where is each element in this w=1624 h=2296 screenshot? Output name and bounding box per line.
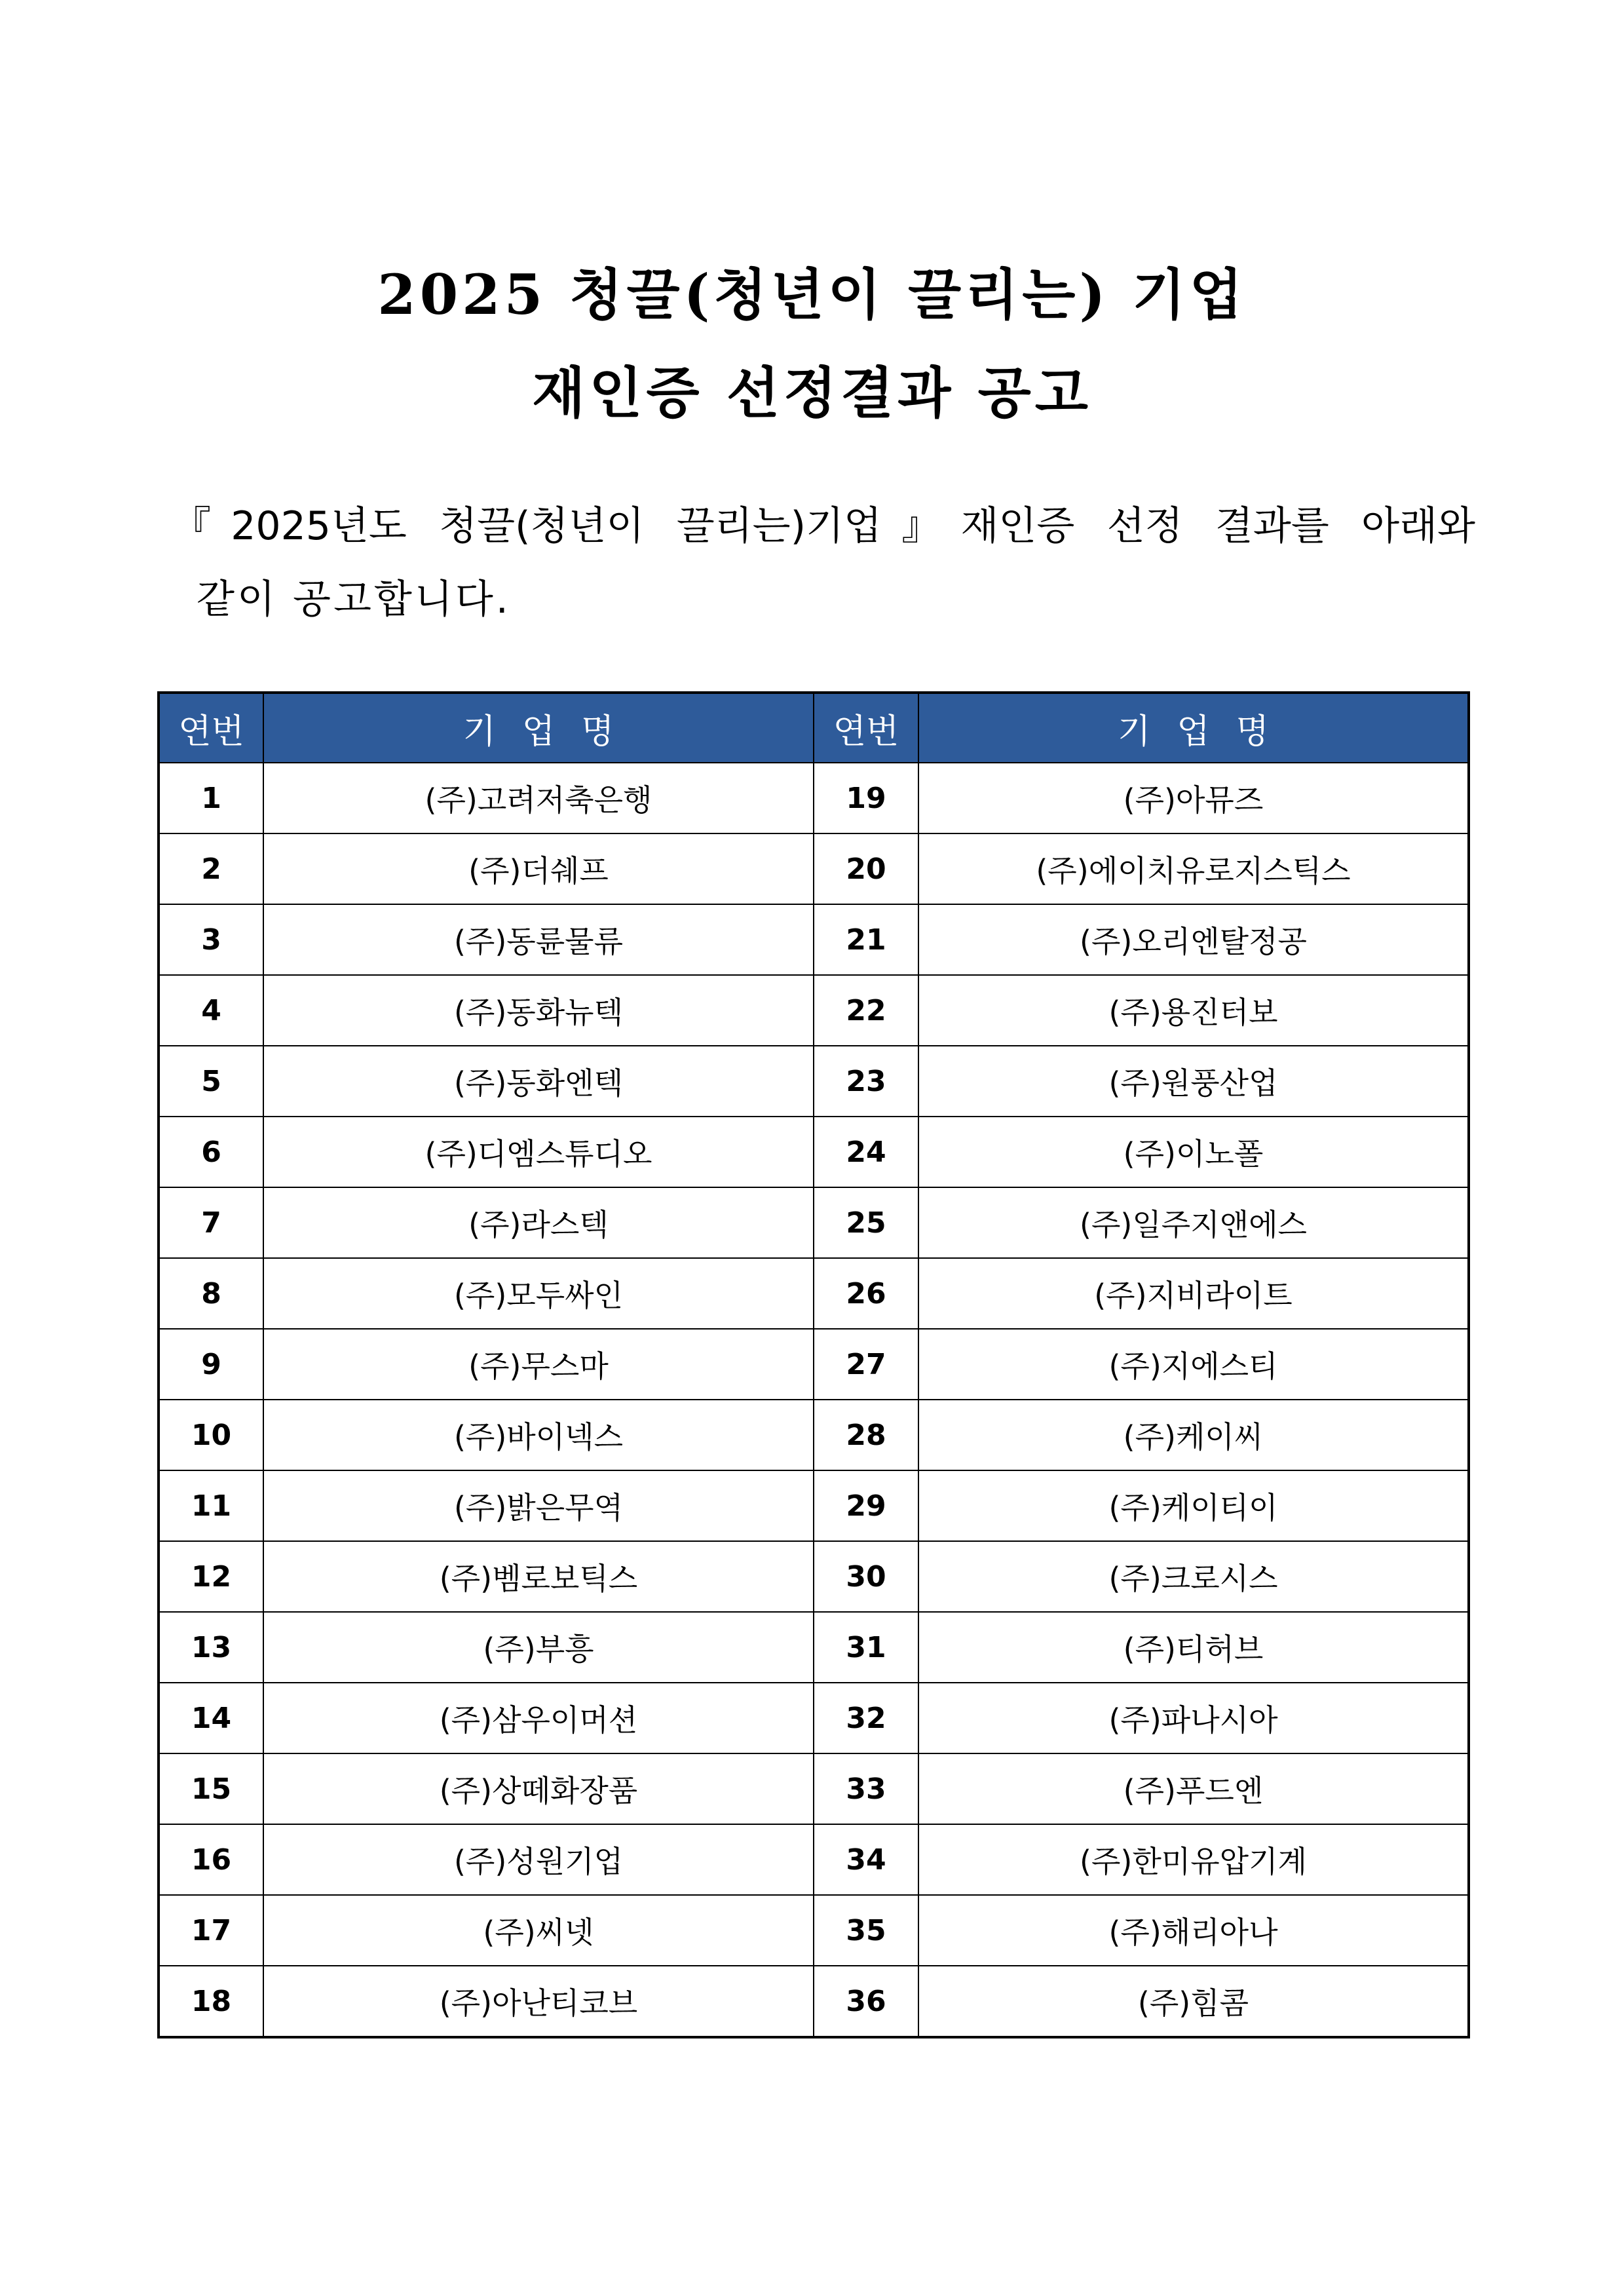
row-number-left: 1	[159, 763, 263, 833]
table-row	[159, 1329, 1469, 1400]
company-name-left: (주)더쉐프	[263, 833, 814, 904]
table-row	[159, 1895, 1469, 1966]
table-row	[159, 833, 1469, 904]
row-number-left: 11	[159, 1470, 263, 1541]
row-number-left: 10	[159, 1400, 263, 1470]
company-name-left: (주)성원기업	[263, 1824, 814, 1895]
table-row	[159, 1470, 1469, 1541]
company-name-left: (주)아난티코브	[263, 1966, 814, 2037]
table-header-row	[159, 693, 1469, 763]
row-number-left: 9	[159, 1329, 263, 1400]
table-row	[159, 1753, 1469, 1824]
company-name-left: (주)상떼화장품	[263, 1753, 814, 1824]
table-row	[159, 1400, 1469, 1470]
row-number-right: 20	[814, 833, 918, 904]
company-name-right: (주)티허브	[918, 1612, 1469, 1683]
table-row	[159, 1541, 1469, 1612]
company-name-left: (주)모두싸인	[263, 1258, 814, 1329]
company-name-right: (주)지비라이트	[918, 1258, 1469, 1329]
row-number-left: 18	[159, 1966, 263, 2037]
row-number-right: 32	[814, 1683, 918, 1753]
row-number-left: 7	[159, 1187, 263, 1258]
header-no-left: 연번	[159, 693, 263, 763]
row-number-right: 25	[814, 1187, 918, 1258]
company-name-left: (주)고려저축은행	[263, 763, 814, 833]
company-name-left: (주)동화뉴텍	[263, 975, 814, 1046]
company-name-right: (주)푸드엔	[918, 1753, 1469, 1824]
table-row	[159, 1187, 1469, 1258]
table-row	[159, 1612, 1469, 1683]
row-number-left: 15	[159, 1753, 263, 1824]
company-name-right: (주)아뮤즈	[918, 763, 1469, 833]
company-name-left: (주)씨넷	[263, 1895, 814, 1966]
company-name-right: (주)원풍산업	[918, 1046, 1469, 1117]
table-body	[159, 763, 1469, 2037]
row-number-left: 2	[159, 833, 263, 904]
table-row	[159, 1683, 1469, 1753]
row-number-right: 29	[814, 1470, 918, 1541]
selected-companies-table	[157, 691, 1470, 2038]
row-number-right: 28	[814, 1400, 918, 1470]
header-company-left: 기업명	[263, 693, 814, 763]
row-number-left: 17	[159, 1895, 263, 1966]
company-name-right: (주)이노폴	[918, 1117, 1469, 1187]
company-name-right: (주)케이씨	[918, 1400, 1469, 1470]
row-number-left: 16	[159, 1824, 263, 1895]
row-number-left: 14	[159, 1683, 263, 1753]
row-number-left: 4	[159, 975, 263, 1046]
notice-text-line1: 『2025년도 청끌(청년이 끌리는)기업』재인증 선정 결과를 아래와	[172, 503, 1475, 549]
row-number-right: 31	[814, 1612, 918, 1683]
company-name-left: (주)무스마	[263, 1329, 814, 1400]
table-row	[159, 975, 1469, 1046]
table-row	[159, 763, 1469, 833]
table-row	[159, 904, 1469, 975]
row-number-right: 34	[814, 1824, 918, 1895]
table-row	[159, 1966, 1469, 2037]
company-name-right: (주)파나시아	[918, 1683, 1469, 1753]
row-number-right: 26	[814, 1258, 918, 1329]
company-name-left: (주)동화엔텍	[263, 1046, 814, 1117]
company-name-right: (주)크로시스	[918, 1541, 1469, 1612]
row-number-right: 24	[814, 1117, 918, 1187]
table-row	[159, 1824, 1469, 1895]
table-row	[159, 1117, 1469, 1187]
row-number-left: 13	[159, 1612, 263, 1683]
company-name-left: (주)디엠스튜디오	[263, 1117, 814, 1187]
table-row	[159, 1258, 1469, 1329]
notice-text-line2: 같이 공고합니다.	[197, 577, 511, 622]
company-name-right: (주)에이치유로지스틱스	[918, 833, 1469, 904]
header-company-right: 기업명	[918, 693, 1469, 763]
company-name-left: (주)밝은무역	[263, 1470, 814, 1541]
row-number-right: 22	[814, 975, 918, 1046]
table-row	[159, 1046, 1469, 1117]
page-subtitle: 재인증 선정결과 공고	[532, 360, 1092, 425]
company-name-right: (주)해리아나	[918, 1895, 1469, 1966]
row-number-left: 5	[159, 1046, 263, 1117]
row-number-right: 27	[814, 1329, 918, 1400]
company-name-left: (주)벰로보틱스	[263, 1541, 814, 1612]
row-number-right: 19	[814, 763, 918, 833]
row-number-right: 36	[814, 1966, 918, 2037]
row-number-right: 30	[814, 1541, 918, 1612]
company-name-right: (주)힘콤	[918, 1966, 1469, 2037]
row-number-left: 3	[159, 904, 263, 975]
company-name-right: (주)일주지앤에스	[918, 1187, 1469, 1258]
company-name-left: (주)삼우이머션	[263, 1683, 814, 1753]
row-number-left: 12	[159, 1541, 263, 1612]
company-name-right: (주)케이티이	[918, 1470, 1469, 1541]
company-name-right: (주)오리엔탈정공	[918, 904, 1469, 975]
row-number-left: 6	[159, 1117, 263, 1187]
company-name-left: (주)바이넥스	[263, 1400, 814, 1470]
row-number-right: 21	[814, 904, 918, 975]
row-number-right: 33	[814, 1753, 918, 1824]
page-title: 2025 청끌(청년이 끌리는) 기업	[377, 262, 1247, 327]
company-name-right: (주)지에스티	[918, 1329, 1469, 1400]
header-no-right: 연번	[814, 693, 918, 763]
company-name-right: (주)용진터보	[918, 975, 1469, 1046]
company-name-left: (주)라스텍	[263, 1187, 814, 1258]
row-number-right: 35	[814, 1895, 918, 1966]
company-name-left: (주)동륜물류	[263, 904, 814, 975]
company-name-right: (주)한미유압기계	[918, 1824, 1469, 1895]
row-number-right: 23	[814, 1046, 918, 1117]
company-name-left: (주)부흥	[263, 1612, 814, 1683]
row-number-left: 8	[159, 1258, 263, 1329]
